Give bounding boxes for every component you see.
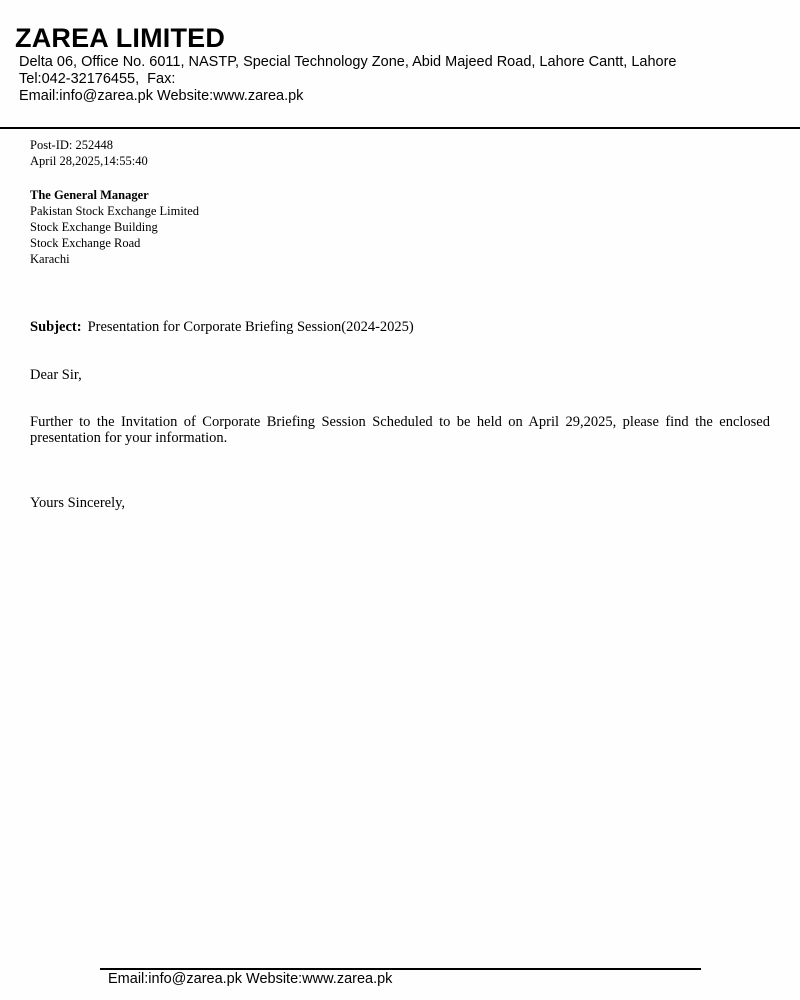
letter-body: Further to the Invitation of Corporate Briefing Session Scheduled to be held on April 29,2025, please find the enclosed presentation for your information. [30, 414, 770, 446]
recipient-line: Pakistan Stock Exchange Limited [30, 204, 200, 218]
company-address: Delta 06, Office No. 6011, NASTP, Special Technology Zone, Abid Majeed Road, Lahore Cantt, Lahore [19, 54, 677, 70]
recipient-line: Stock Exchange Road [30, 236, 141, 250]
post-id: Post-ID: 252448 [30, 138, 113, 152]
salutation: Dear Sir, [30, 367, 82, 383]
closing: Yours Sincerely, [30, 495, 126, 511]
subject-label: Subject: [30, 319, 82, 335]
footer-email-website: Email:info@zarea.pk Website:www.zarea.pk [108, 971, 393, 987]
subject-line [30, 318, 414, 336]
company-name: ZAREA LIMITED [15, 23, 226, 53]
recipient-address [30, 187, 199, 267]
recipient-line: Karachi [30, 252, 70, 266]
company-contact: Tel:042-32176455, Fax: [19, 71, 176, 87]
letterhead [0, 0, 800, 129]
post-date: April 28,2025,14:55:40 [30, 154, 148, 168]
subject-text: Presentation for Corporate Briefing Session(2024-2025) [87, 319, 414, 335]
footer-divider [100, 968, 701, 970]
recipient-title: The General Manager [30, 188, 149, 202]
recipient-line: Stock Exchange Building [30, 220, 158, 234]
company-email-website: Email:info@zarea.pk Website:www.zarea.pk [19, 88, 304, 104]
